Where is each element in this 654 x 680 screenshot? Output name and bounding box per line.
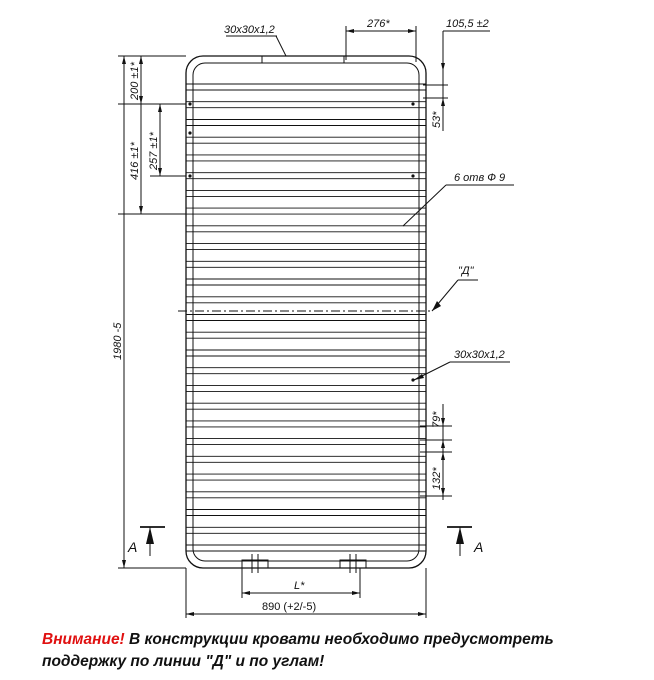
label-section-d: "Д" [458,265,474,277]
section-marker-a-left [127,527,165,556]
svg-text:A: A [128,539,138,555]
warning-label: Внимание! [42,631,125,648]
label-132: 132* [431,467,443,490]
leg-bracket-right [340,554,366,573]
label-200: 200 ±1* [129,62,141,100]
leg-bracket-left [242,554,268,573]
warning-text: В конструкции кровати необходимо предусмотреть поддержку по линии "Д" и по углам! [42,631,554,670]
mount-hole [188,174,191,177]
svg-text:A: A [474,539,484,555]
label-53: 53* [431,111,443,128]
warning-note [42,629,642,673]
label-890: 890 (+2/-5) [262,601,317,613]
label-side-profile: 30x30x1,2 [454,349,505,361]
label-79: 79* [431,411,443,428]
top-notch [262,56,344,63]
mount-holes [188,102,414,381]
label-holes: 6 отв Ф 9 [454,172,506,184]
mount-hole [188,102,191,105]
mount-hole [188,131,191,134]
label-276: 276* [367,18,390,30]
frame-outer [186,56,426,568]
label-top-profile: 30x30x1,2 [224,24,275,36]
section-marker-a-right [447,527,483,556]
label-416: 416 ±1* [129,142,141,180]
mount-hole [411,174,414,177]
label-105: 105,5 ±2 [446,18,489,30]
frame-inner [193,63,419,561]
label-l: L* [294,580,305,592]
label-257: 257 ±1* [148,132,160,170]
label-1980: 1980 -5 [112,322,124,360]
mount-hole [411,102,414,105]
slats-group [186,84,426,551]
